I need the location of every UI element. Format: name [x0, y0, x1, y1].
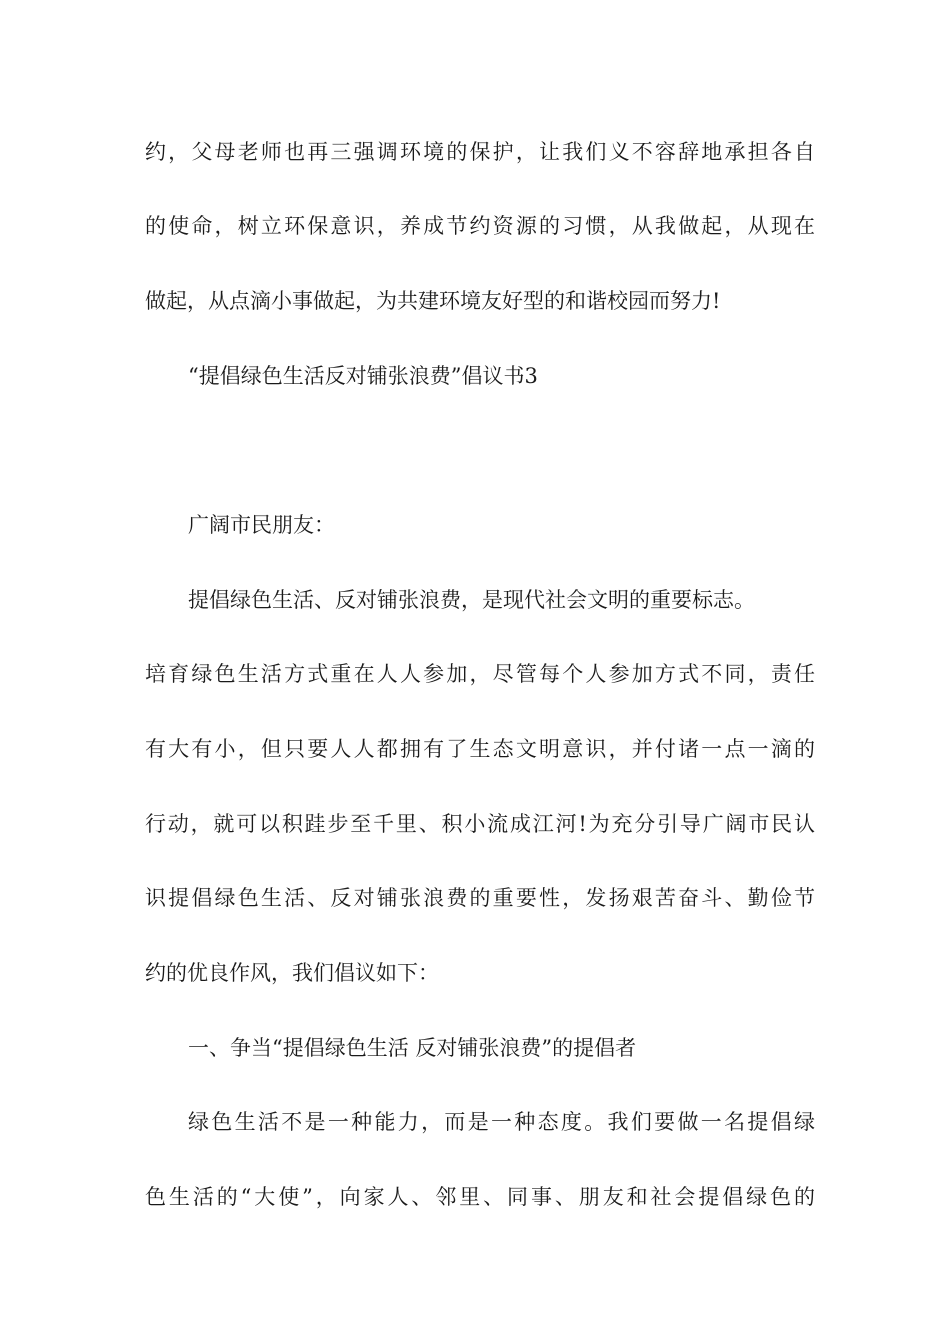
body-line: 的使命，树立环保意识，养成节约资源的习惯，从我做起，从现在 [145, 214, 815, 238]
body-line: 提倡绿色生活、反对铺张浪费，是现代社会文明的重要标志。 [188, 588, 755, 612]
salutation: 广阔市民朋友： [188, 513, 335, 537]
body-line: 色生活的“大使”，向家人、邻里、同事、朋友和社会提倡绿色的 [145, 1185, 815, 1209]
section-title: “提倡绿色生活反对铺张浪费”倡议书3 [188, 364, 538, 388]
body-line: 约，父母老师也再三强调环境的保护，让我们义不容辞地承担各自 [145, 140, 815, 164]
body-line: 绿色生活不是一种能力，而是一种态度。我们要做一名提倡绿 [188, 1110, 815, 1134]
body-line: 有大有小，但只要人人都拥有了生态文明意识，并付诸一点一滴的 [145, 737, 815, 761]
body-line: 约的优良作风，我们倡议如下： [145, 961, 439, 985]
body-line: 识提倡绿色生活、反对铺张浪费的重要性，发扬艰苦奋斗、勤俭节 [145, 886, 815, 910]
body-line: 行动，就可以积跬步至千里、积小流成江河!为充分引导广阔市民认 [145, 812, 815, 836]
body-line: 培育绿色生活方式重在人人参加，尽管每个人参加方式不同，责任 [145, 662, 815, 686]
body-line: 做起，从点滴小事做起，为共建环境友好型的和谐校园而努力! [145, 289, 721, 313]
subheading: 一、争当“提倡绿色生活 反对铺张浪费”的提倡者 [188, 1036, 637, 1060]
